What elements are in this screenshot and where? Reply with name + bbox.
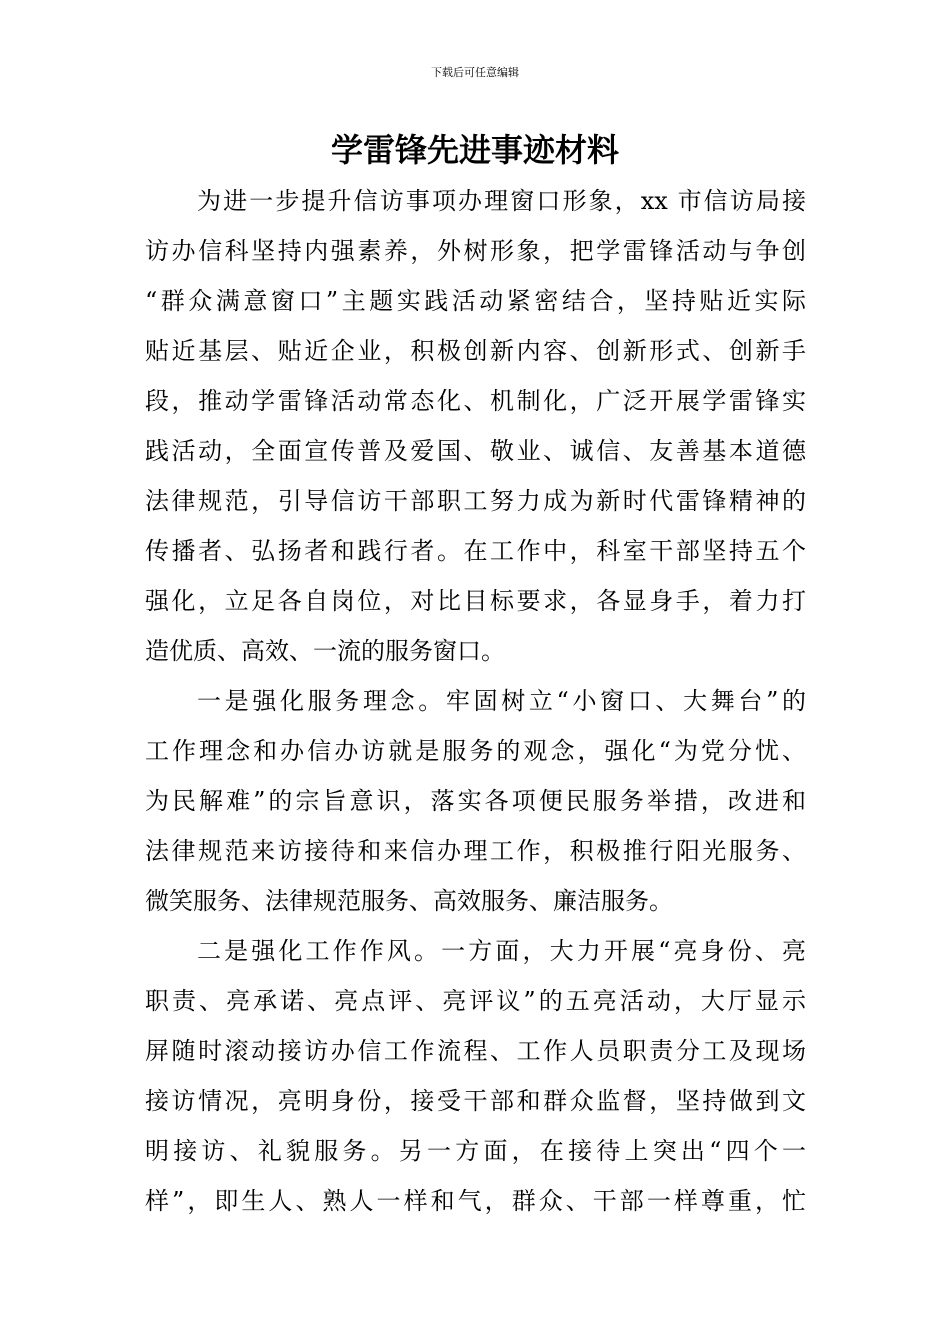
paragraph-3-line-6: 样”，即生人、熟人一样和气，群众、干部一样尊重，忙 — [145, 1187, 806, 1215]
paragraph-2-line-2: 工作理念和办信办访就是服务的观念，强化“为党分忧、 — [145, 737, 806, 765]
paragraph-3-line-5: 明接访、礼貌服务。另一方面，在接待上突出“四个一 — [145, 1137, 806, 1165]
page-header: 下载后可任意编辑 — [431, 66, 519, 79]
paragraph-1-line-1: 为进一步提升信访事项办理窗口形象，xx 市信访局接 — [197, 187, 806, 215]
paragraph-2-line-4: 法律规范来访接待和来信办理工作，积极推行阳光服务、 — [145, 837, 806, 865]
paragraph-1-line-5: 段，推动学雷锋活动常态化、机制化，广泛开展学雷锋实 — [145, 387, 806, 415]
paragraph-3-line-4: 接访情况，亮明身份，接受干部和群众监督，坚持做到文 — [145, 1087, 806, 1115]
paragraph-1-line-6: 践活动，全面宣传普及爱国、敬业、诚信、友善基本道德 — [145, 437, 806, 465]
paragraph-1-line-10: 造优质、高效、一流的服务窗口。 — [145, 637, 505, 665]
paragraph-1-line-8: 传播者、弘扬者和践行者。在工作中，科室干部坚持五个 — [145, 537, 806, 565]
paragraph-1-line-9: 强化，立足各自岗位，对比目标要求，各显身手，着力打 — [145, 587, 806, 615]
document-body — [145, 176, 806, 1226]
paragraph-3-line-1: 二是强化工作作风。一方面，大力开展“亮身份、亮 — [197, 937, 806, 965]
paragraph-2-line-3: 为民解难”的宗旨意识，落实各项便民服务举措，改进和 — [145, 787, 806, 815]
paragraph-2-line-5: 微笑服务、法律规范服务、高效服务、廉洁服务。 — [145, 887, 673, 915]
paragraph-1-line-2: 访办信科坚持内强素养，外树形象，把学雷锋活动与争创 — [145, 237, 806, 265]
paragraph-2-line-1: 一是强化服务理念。牢固树立“小窗口、大舞台”的 — [197, 687, 806, 715]
paragraph-1-line-4: 贴近基层、贴近企业，积极创新内容、创新形式、创新手 — [145, 337, 806, 365]
paragraph-3-line-2: 职责、亮承诺、亮点评、亮评议”的五亮活动，大厅显示 — [145, 987, 806, 1015]
document-title: 学雷锋先进事迹材料 — [330, 131, 619, 169]
paragraph-1-line-7: 法律规范，引导信访干部职工努力成为新时代雷锋精神的 — [145, 487, 806, 515]
paragraph-3-line-3: 屏随时滚动接访办信工作流程、工作人员职责分工及现场 — [145, 1037, 806, 1065]
paragraph-1-line-3: “群众满意窗口”主题实践活动紧密结合，坚持贴近实际 — [145, 287, 806, 315]
